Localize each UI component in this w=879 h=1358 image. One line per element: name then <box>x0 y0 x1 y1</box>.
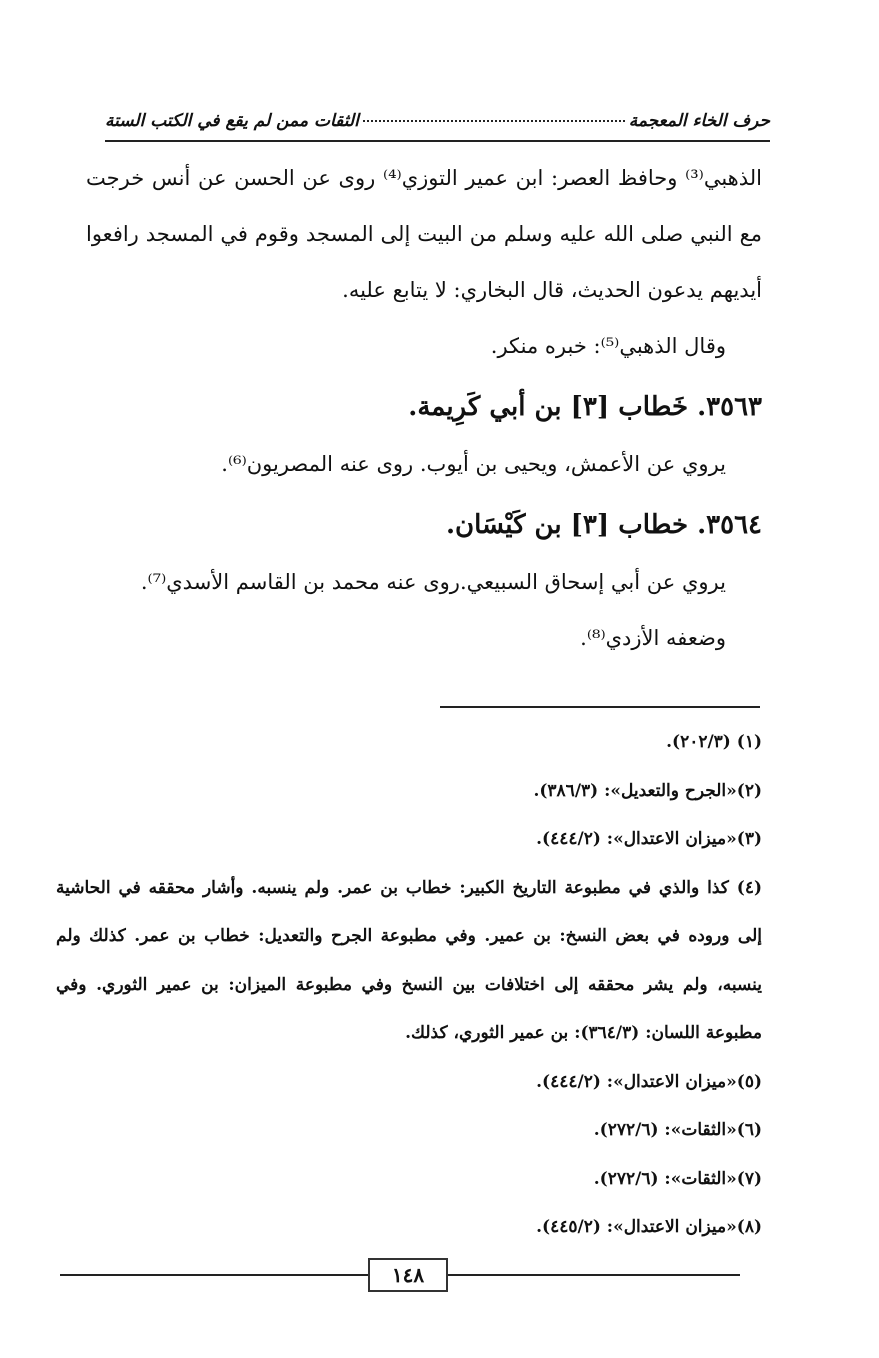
footnote-separator <box>440 706 760 708</box>
footnote-5: (٥)«ميزان الاعتدال»: (٤٤٤/٢). <box>536 1071 762 1092</box>
footnote-7: (٧)«الثقات»: (٢٧٢/٦). <box>593 1168 762 1189</box>
header-dot-leader <box>363 120 625 122</box>
page-number: ١٤٨ <box>368 1258 448 1292</box>
header-rule <box>105 140 770 142</box>
entry-3563-title: ٣٥٦٣. خَطاب [٣] بن أبي كَرِيمة. <box>408 392 762 422</box>
footnote-2: (٢)«الجرح والتعديل»: (٣٨٦/٣). <box>533 780 762 801</box>
footnote-4: (٤) كذا والذي في مطبوعة التاريخ الكبير: خطاب بن عمر. ولم ينسبه. وأشار محققه في الحاشية إلى وروده في بعض النسخ: بن عمير. وفي مطبوعة الجرح والتعديل: خطاب بن عمر. كذلك ولم ينسبه، ولم يشر محققه إلى اختلافات بين النسخ وفي مطبوعة الميزان: بن عمير الثوري. وفي مطبوعة اللسان: (٣٦٤/٣): بن عمير الثوري، كذلك. <box>56 877 762 1043</box>
footnote-6: (٦)«الثقات»: (٢٧٢/٦). <box>593 1120 762 1140</box>
footnote-8: (٨)«ميزان الاعتدال»: (٤٤٥/٢). <box>536 1217 762 1237</box>
running-header <box>105 103 770 139</box>
entry-3564-note: وضعفه الأزدي⁽⁸⁾. <box>580 626 726 650</box>
footer-rule-right <box>448 1274 740 1276</box>
footnote-1: (١) (٢٠٢/٣). <box>666 732 762 752</box>
entry-3564-text: يروي عن أبي إسحاق السبيعي.روى عنه محمد بن القاسم الأسدي⁽⁷⁾. <box>140 570 726 594</box>
page-footer <box>60 1252 740 1292</box>
footnotes <box>56 718 762 1252</box>
main-text <box>86 150 762 666</box>
header-book-title: الثقات ممن لم يقع في الكتب الستة <box>105 111 359 131</box>
entry-3564-title: ٣٥٦٤. خطاب [٣] بن كَيْسَان. <box>445 510 762 540</box>
paragraph-continuation: الذهبي⁽³⁾ وحافظ العصر: ابن عمير التوزي⁽⁴⁾ روى عن الحسن عن أنس خرجت مع النبي صلى الله عليه وسلم من البيت إلى المسجد وقوم في المسجد رافعوا أيديهم يدعون الحديث، قال البخاري: لا يتابع عليه. <box>86 166 762 302</box>
footnote-3: (٣)«ميزان الاعتدال»: (٤٤٤/٢). <box>536 829 762 849</box>
footer-rule-left <box>60 1274 368 1276</box>
header-section-title: حرف الخاء المعجمة <box>628 111 770 131</box>
entry-3563-text: يروي عن الأعمش، ويحيى بن أيوب. روى عنه المصريون⁽⁶⁾. <box>221 452 726 476</box>
paragraph-dhahabi: وقال الذهبي⁽⁵⁾: خبره منكر. <box>490 334 726 358</box>
